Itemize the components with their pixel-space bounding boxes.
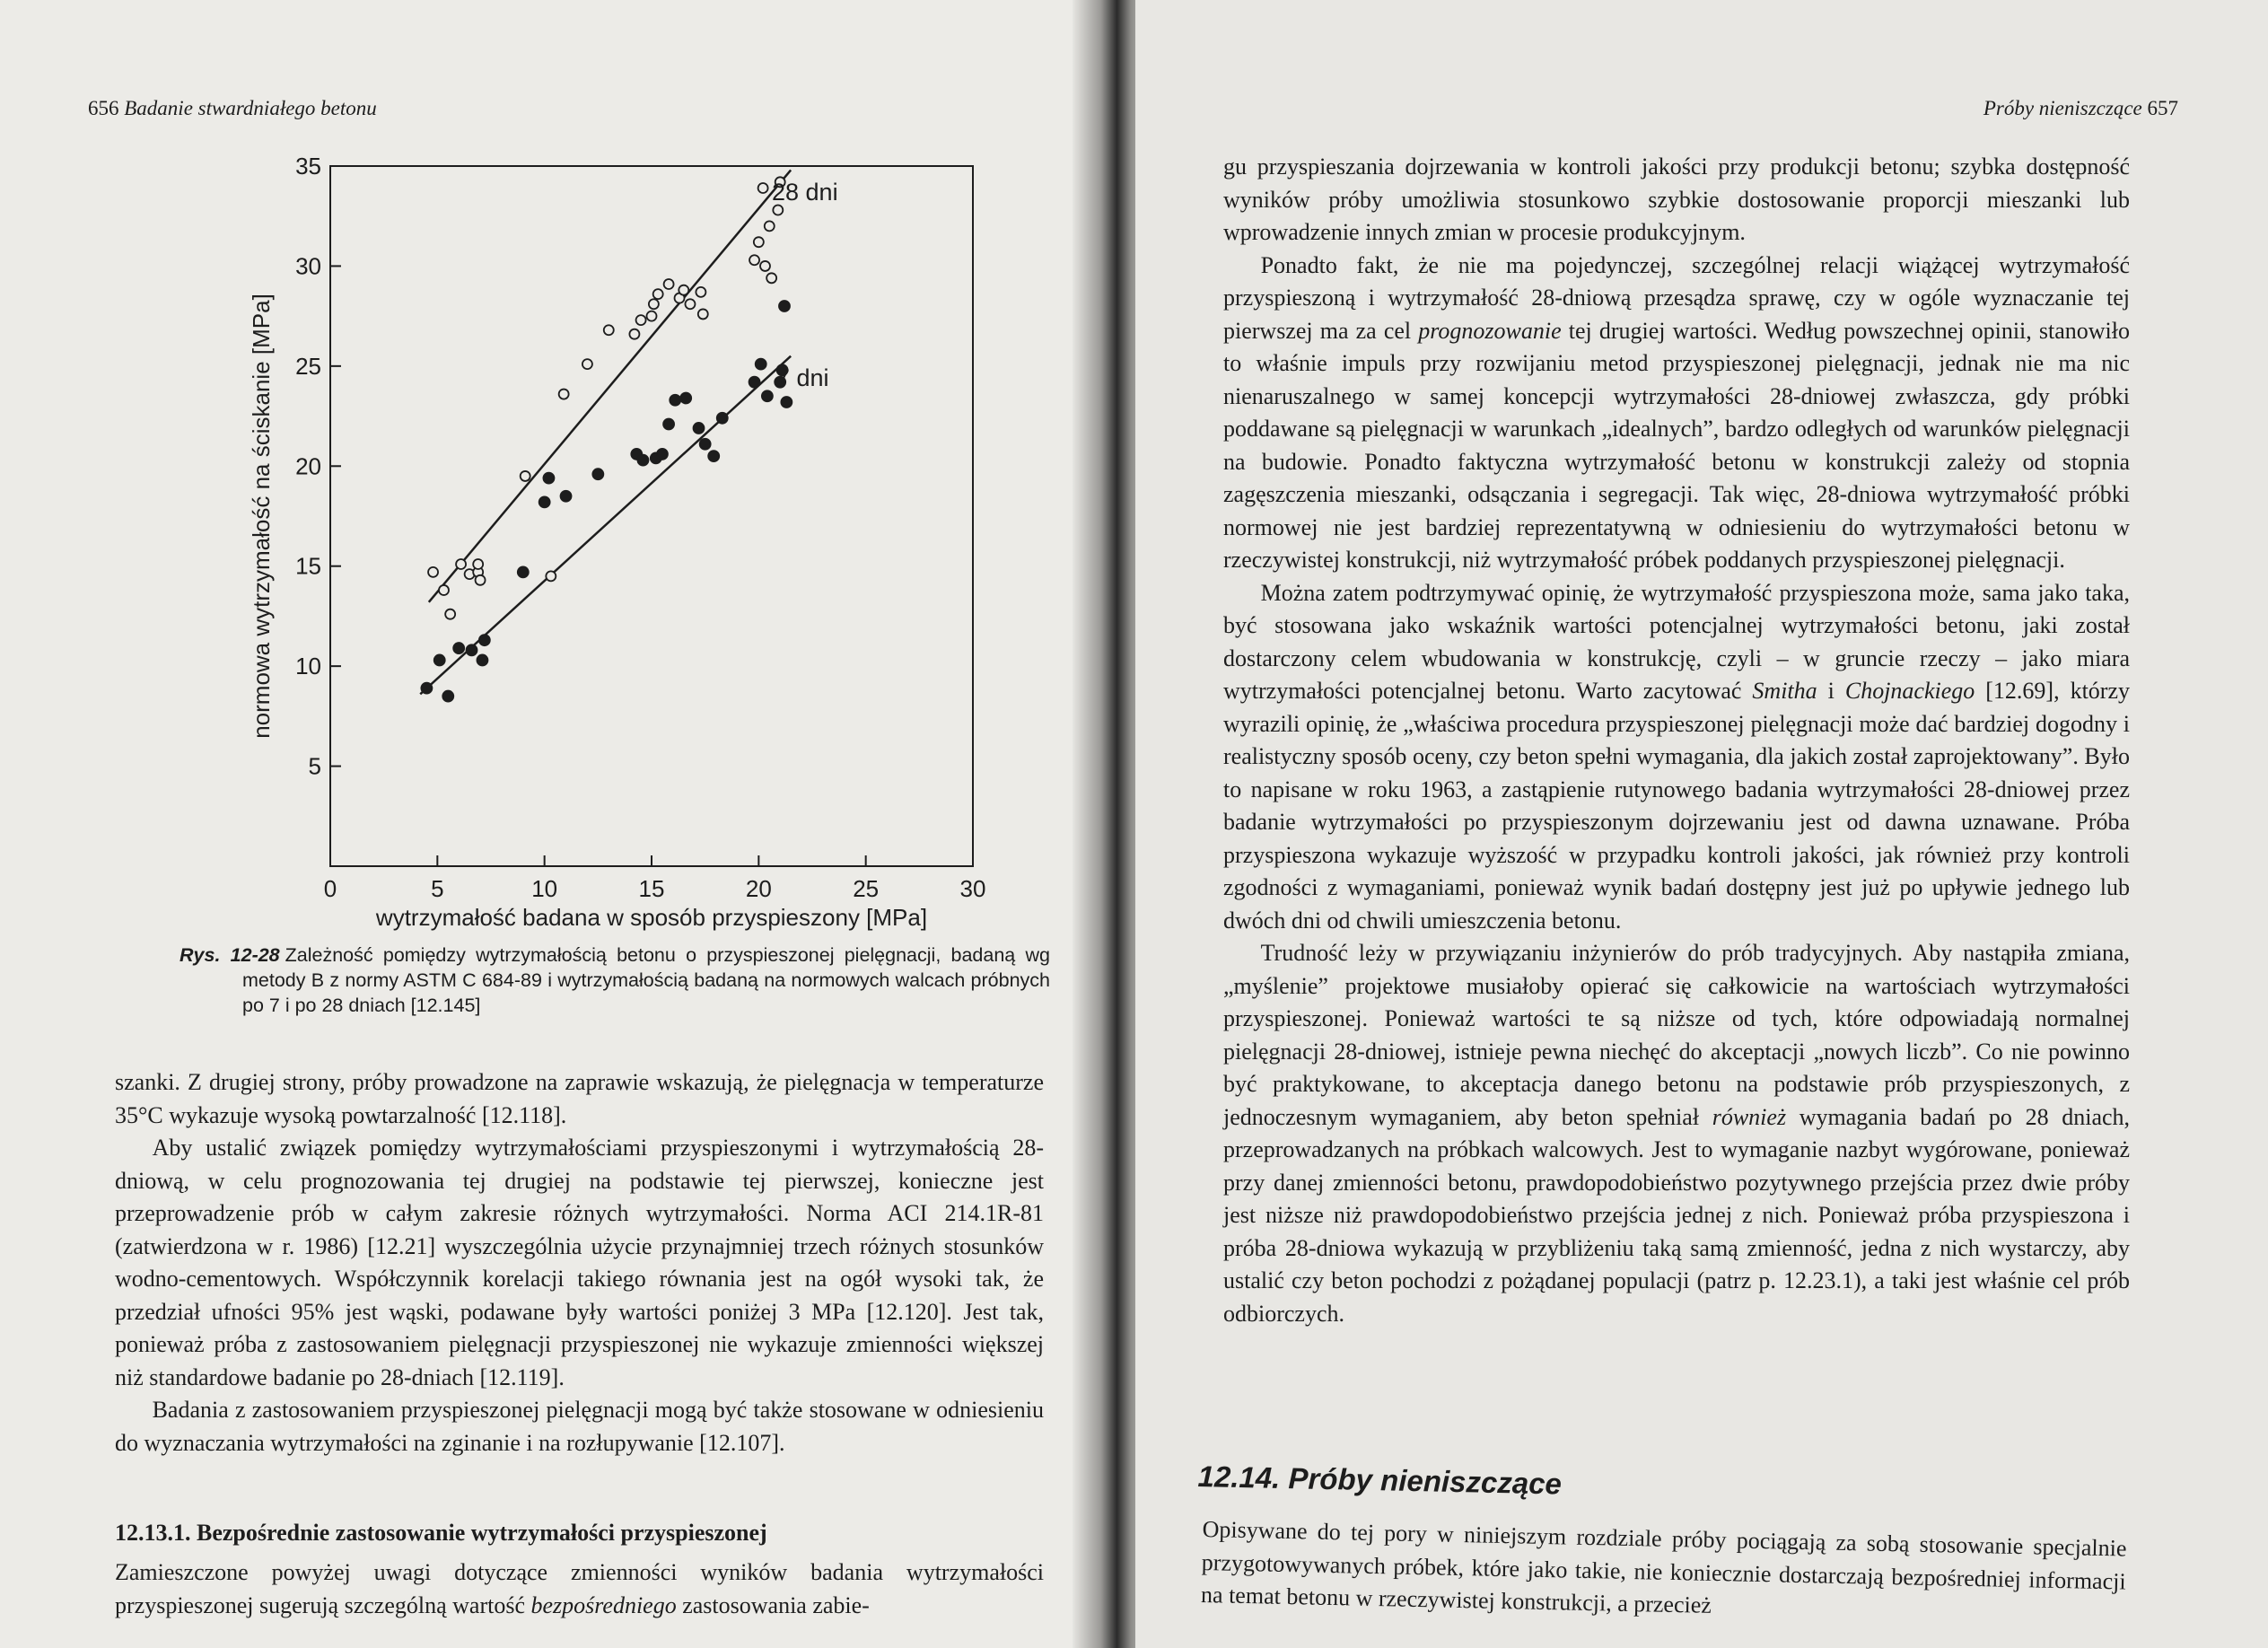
fit-lines [420,170,791,694]
running-head-right [1983,97,2178,120]
data-point-28-dni [604,325,614,335]
running-head-left [88,97,377,120]
left-body-text [115,1066,1044,1460]
italic-span: Smitha [1752,678,1817,704]
right-body-text [1223,151,2130,1330]
data-point-7-dni [663,418,674,429]
italic-span: również [1712,1103,1787,1130]
data-point-28-dni [476,575,486,585]
data-point-28-dni [685,299,695,309]
data-point-7-dni [781,397,792,408]
data-point-28-dni [696,287,705,297]
data-point-7-dni [479,635,490,645]
y-tick-label: 25 [295,352,321,380]
paragraph: Opisywane do tej pory w niniejszym rozdziale próby pociągają za sobą stosowanie specjalnie przygotowywanych próbek, które jako takie, nie koniecznie dostarczają bezpośredniej informacji na temat betonu w rzeczywistej konstrukcji, a przecież [1200,1515,2127,1618]
data-point-28-dni [766,273,776,283]
data-point-7-dni [749,377,760,388]
data-point-28-dni [456,559,466,569]
text-span: tej drugiej wartości. Według powszechnej opinii, stanowiło to właśnie impuls przy rozwijaniu metod przyspieszonej pielęgnacji, jednak nie ma nic nienaruszalnego w samej koncepcji wytrzymałości 28-dniowej zwłaszcza, gdy próbki poddawane są pielęgnacji w warunkach „idealnych”, bardzo odległych od warunków pielęgnacji na budowie. Ponadto faktyczna wytrzymałość betonu w konstrukcji zależy od stopnia zagęszczenia mieszanki, odsączania i segregacji. Tak więc, 28-dniowa wytrzymałość próbki normowej nie jest bardziej reprezentatywną w odniesieniu do wytrzymałości betonu w rzeczywistej konstrukcji, niż wytrzymałość próbek poddanych przyspieszonej pielęgnacji. [1223,317,2130,573]
page-number-left: 656 [88,97,119,119]
data-point-7-dni [717,413,728,424]
x-tick-label: 20 [745,875,772,902]
x-tick-label: 25 [853,875,880,902]
chart [215,148,1041,938]
data-point-28-dni [649,299,659,309]
y-tick-label: 30 [295,252,321,280]
section-heading: 12.14. Próby nieniszczące [1197,1460,1563,1501]
subsection-text [115,1556,1044,1622]
data-point-28-dni [647,311,657,321]
data-point-28-dni [760,261,770,271]
section-text [1201,1513,2127,1631]
page-number-right: 657 [2147,97,2178,119]
data-point-28-dni [636,315,646,325]
paragraph [1223,577,2130,938]
data-point-28-dni [439,585,449,595]
x-tick-label: 5 [431,875,444,902]
axis-ticks [295,153,985,902]
data-point-28-dni [653,289,663,299]
text-span: i [1827,678,1835,704]
italic-span: Chojnackiego [1844,678,1975,704]
data-point-28-dni [664,279,674,289]
data-points [421,177,792,701]
scatter-chart [215,148,1041,938]
data-point-7-dni [561,491,572,502]
data-point-7-dni [477,654,487,665]
running-head-title-right: Próby nieniszczące [1983,97,2142,119]
y-tick-label: 20 [295,452,321,480]
y-tick-label: 35 [295,153,321,180]
data-point-7-dni [518,566,529,577]
fit-line-28-dni [429,170,791,601]
data-point-28-dni [765,221,775,231]
data-point-28-dni [473,559,483,569]
text-span: Ponadto fakt, że nie ma pojedynczej, szczególnej relacji wiążącej wytrzymałość przyspieszoną i wytrzymałość 28-dniową przesądza sprawę, czy w ogóle wyznaczanie tej pierwszej ma za cel [1223,251,2130,344]
data-point-28-dni [428,567,438,577]
data-point-7-dni [670,395,680,406]
subsection-heading: 12.13.1. Bezpośrednie zastosowanie wytrzymałości przyspieszonej [115,1520,767,1546]
text-span: Zamieszczone powyżej uwagi dotyczące zmienności wyników badania wytrzymałości przyspieszonej sugerują szczególną wartość [115,1559,1044,1618]
data-point-28-dni [773,206,783,215]
data-point-28-dni [629,329,639,339]
italic-span: prognozowanie [1418,317,1562,344]
x-tick-label: 10 [531,875,558,902]
data-point-7-dni [421,683,432,694]
text-span: wymagania badań po 28 dniach, przeprowadzanych na próbkach walcowych. Jest to wymaganie nazbyt wygórowane, ponieważ przy danej zmienności betonu, prawdopodobieństwo pozytywnego przejścia przez dwie próby jest niższe niż prawdopodobieństwo przejścia jednej z nich. Ponieważ próba przyspieszona i próba 28-dniowa wykazują w przybliżeniu taką samą zmienność, jedna z nich wystarczy, aby ustalić czy beton pochodzi z pożądanej populacji (patrz p. 12.23.1), a taki jest właśnie cel prób odbiorczych. [1223,1103,2131,1327]
italic-span: bezpośredniego [530,1591,677,1618]
data-point-7-dni [467,644,477,655]
left-page [0,0,1090,1648]
data-point-28-dni [582,359,592,369]
paragraph: szanki. Z drugiej strony, próby prowadzone na zaprawie wskazują, że pielęgnacja w temperaturze 35°C wykazuje wysoką powtarzalność [12.118]. [115,1069,1044,1128]
data-point-7-dni [694,423,705,434]
running-head-title-left: Badanie stwardniałego betonu [124,97,377,119]
text-span: zastosowania zabie- [682,1591,870,1618]
data-point-28-dni [559,390,569,399]
data-point-7-dni [539,496,550,507]
x-tick-label: 30 [959,875,986,902]
text-span: [12.69], którzy wyrazili opinię, że „właściwa procedura przyspieszonej pielęgnacji może dać bardziej dogodny i realistyczny sposób oceny, czy beton spełni wymagania, dla jakich został zaprojektowany”. Było to napisane w roku 1963, a zastąpienie rutynowego badania wytrzymałości 28-dniowej przez badanie wytrzymałości po przyspieszonym dojrzewaniu jest od dawna uznawane. Próba przyspieszona wykazuje wyższość w przypadku kontroli jakości, jak również przy kontroli zgodności z wymaganiami, ponieważ wynik badań dostępny jest już po upływie jednego lub dwóch dni od chwili umieszczenia betonu. [1223,678,2130,934]
series-label-28-dni: 28 dni [772,179,838,206]
y-tick-label: 15 [295,552,321,580]
paragraph: Badania z zastosowaniem przyspieszonej pielęgnacji mogą być także stosowane w odniesieniu do wyznaczania wytrzymałości na zginanie i na rozłupywanie [12.107]. [115,1397,1044,1456]
fit-line-7-dni [420,356,791,695]
data-point-7-dni [442,691,453,702]
data-point-7-dni [434,654,445,665]
figure-caption-label: Rys. 12-28 [180,944,280,966]
text-span: Można zatem podtrzymywać opinię, że wytrzymałość przyspieszona może, sama jako taka, być stosowana jako wskaźnik wartości potencjalnej wytrzymałości betonu, jaki został dostarczony celem wbudowania w konstrukcję, czyli – w gruncie rzeczy – jako miara wytrzymałości potencjalnej betonu. Warto zacytować [1223,579,2130,704]
data-point-28-dni [698,309,708,319]
paragraph [1223,937,2130,1330]
data-point-28-dni [758,183,768,193]
y-tick-label: 5 [308,752,321,780]
data-point-28-dni [546,571,556,581]
data-point-7-dni [637,455,648,466]
data-point-7-dni [762,390,773,401]
data-point-7-dni [756,359,766,370]
text-span: Trudność leży w przywiązaniu inżynierów do prób tradycyjnych. Aby nastąpiła zmiana, „myślenie” projektowe musiałoby opierać się całkowicie na wartościach wytrzymałości przyspieszonej. Ponieważ wartości te są niższe od tych, które odpowiadają normalnej pielęgnacji 28-dniowej, istnieje pewna niechęć do akceptacji „nowych liczb”. Co nie powinno być praktykowane, to akceptacja danego betonu na podstawie prób przyspieszonych, z jednoczesnym wymaganiem, aby beton spełniał [1223,940,2130,1130]
paragraph: gu przyspieszania dojrzewania w kontroli jakości przy produkcji betonu; szybka dostępność wyników próby umożliwia stosunkowo szybkie dostosowanie proporcji mieszanki lub wprowadzenie innych zmian w procesie produkcyjnym. [1223,153,2130,245]
data-point-28-dni [521,471,530,481]
data-point-7-dni [657,449,668,460]
x-tick-label: 15 [638,875,665,902]
figure-caption-text: Zależność pomiędzy wytrzymałością betonu o przyspieszonej pielęgnacji, badaną wg metody B z normy ASTM C 684-89 i wytrzymałością badaną na normowych walcach próbnych po 7 i po 28 dniach [12.145] [242,944,1050,1016]
data-point-28-dni [445,609,455,619]
paragraph: Aby ustalić związek pomiędzy wytrzymałościami przyspieszonymi i wytrzymałością 28-dniową, w celu prognozowania tej drugiej na podstawie tej pierwszej, konieczne jest przeprowadzenie prób w całym zakresie różnych wytrzymałości. Norma ACI 214.1R-81 (zatwierdzona w r. 1986) [12.21] wyszczególnia użycie przynajmniej trzech różnych stosunków wodno-cementowych. Współczynnik korelacji takiego równania jest na ogół wysoki tak, że przedział ufności 95% jest wąski, podawane były wartości poniżej 3 MPa [12.120]. Jest tak, ponieważ próba z zastosowaniem pielęgnacji przyspieszonej nie wykazuje zmienności większej niż standardowe badanie po 28-dniach [12.119]. [115,1135,1044,1390]
data-point-28-dni [754,237,764,247]
paragraph [1223,250,2130,577]
y-tick-label: 10 [295,653,321,680]
series-label-7-dni: 7 dni [776,364,829,391]
data-point-7-dni [592,469,603,479]
data-point-7-dni [779,301,790,311]
data-point-7-dni [708,451,719,461]
data-point-28-dni [679,285,688,295]
x-axis-label: wytrzymałość badana w sposób przyspieszony [MPa] [375,904,928,931]
data-point-7-dni [680,393,691,404]
data-point-7-dni [543,473,554,484]
data-point-28-dni [749,255,759,265]
data-point-7-dni [453,643,464,653]
plot-frame [330,166,973,866]
y-axis-label: normowa wytrzymałość na ściskanie [MPa] [248,294,275,739]
x-tick-label: 0 [323,875,337,902]
figure-caption [180,942,1050,1018]
data-point-7-dni [700,439,711,450]
